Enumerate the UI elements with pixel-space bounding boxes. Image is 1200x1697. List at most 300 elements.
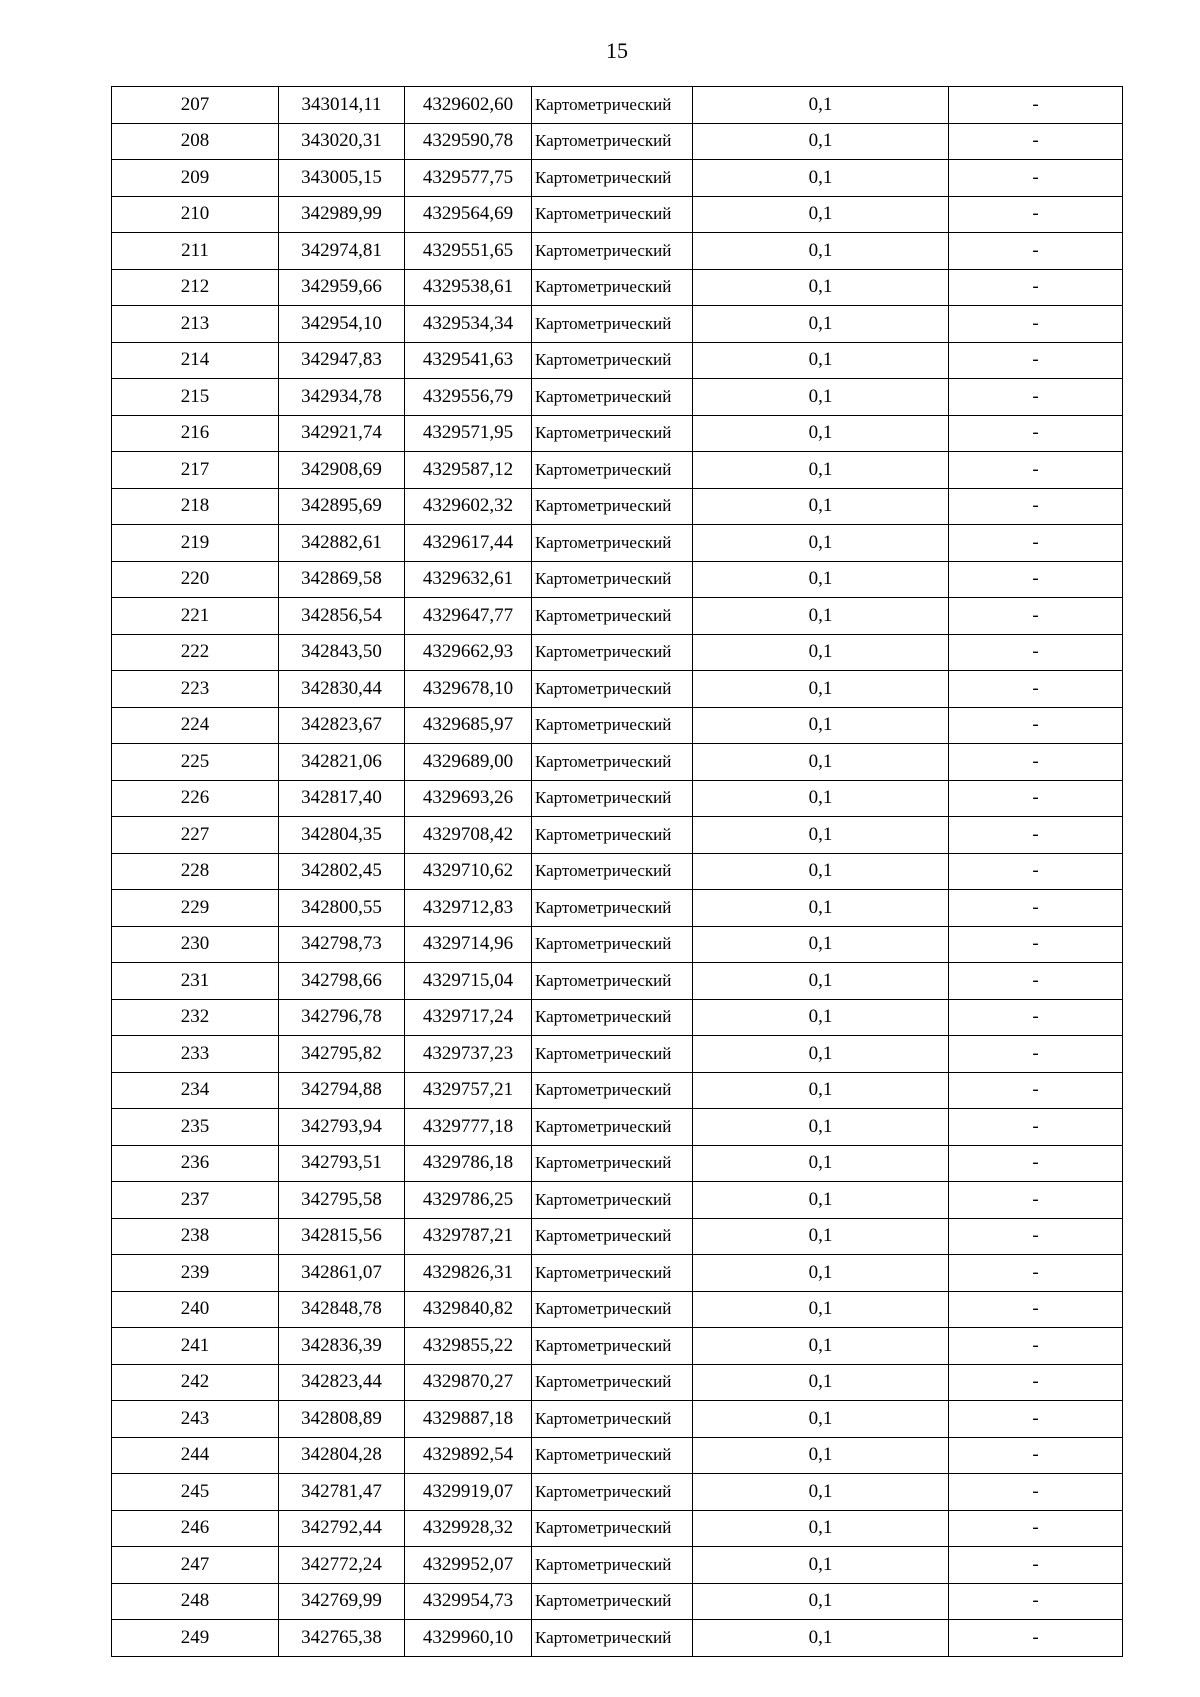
- point-number-cell: 215: [112, 379, 279, 416]
- method-cell: Картометрический: [532, 853, 693, 890]
- note-cell: -: [949, 671, 1123, 708]
- table-row: [112, 1255, 1123, 1292]
- method-cell: Картометрический: [532, 1036, 693, 1073]
- point-number-cell: 244: [112, 1437, 279, 1474]
- method-cell: Картометрический: [532, 598, 693, 635]
- point-number-cell: 236: [112, 1145, 279, 1182]
- point-number-cell: 219: [112, 525, 279, 562]
- table-row: [112, 1547, 1123, 1584]
- x-coordinate-cell: 342823,44: [279, 1364, 405, 1401]
- table-row: [112, 598, 1123, 635]
- accuracy-cell: 0,1: [693, 379, 949, 416]
- x-coordinate-cell: 342765,38: [279, 1620, 405, 1657]
- x-coordinate-cell: 342823,67: [279, 707, 405, 744]
- x-coordinate-cell: 343020,31: [279, 123, 405, 160]
- y-coordinate-cell: 4329678,10: [405, 671, 532, 708]
- x-coordinate-cell: 342795,58: [279, 1182, 405, 1219]
- accuracy-cell: 0,1: [693, 1510, 949, 1547]
- accuracy-cell: 0,1: [693, 890, 949, 927]
- note-cell: -: [949, 1547, 1123, 1584]
- point-number-cell: 223: [112, 671, 279, 708]
- note-cell: -: [949, 452, 1123, 489]
- x-coordinate-cell: 342934,78: [279, 379, 405, 416]
- note-cell: -: [949, 123, 1123, 160]
- accuracy-cell: 0,1: [693, 1328, 949, 1365]
- point-number-cell: 241: [112, 1328, 279, 1365]
- note-cell: -: [949, 1109, 1123, 1146]
- x-coordinate-cell: 342821,06: [279, 744, 405, 781]
- method-cell: Картометрический: [532, 1401, 693, 1438]
- y-coordinate-cell: 4329787,21: [405, 1218, 532, 1255]
- note-cell: -: [949, 1145, 1123, 1182]
- x-coordinate-cell: 342815,56: [279, 1218, 405, 1255]
- accuracy-cell: 0,1: [693, 780, 949, 817]
- method-cell: Картометрический: [532, 561, 693, 598]
- y-coordinate-cell: 4329689,00: [405, 744, 532, 781]
- x-coordinate-cell: 342772,24: [279, 1547, 405, 1584]
- method-cell: Картометрический: [532, 634, 693, 671]
- x-coordinate-cell: 342989,99: [279, 196, 405, 233]
- accuracy-cell: 0,1: [693, 598, 949, 635]
- accuracy-cell: 0,1: [693, 926, 949, 963]
- note-cell: -: [949, 1583, 1123, 1620]
- table-row: [112, 342, 1123, 379]
- method-cell: Картометрический: [532, 1218, 693, 1255]
- accuracy-cell: 0,1: [693, 634, 949, 671]
- note-cell: -: [949, 306, 1123, 343]
- table-row: [112, 123, 1123, 160]
- x-coordinate-cell: 342793,94: [279, 1109, 405, 1146]
- method-cell: Картометрический: [532, 1109, 693, 1146]
- method-cell: Картометрический: [532, 488, 693, 525]
- method-cell: Картометрический: [532, 1620, 693, 1657]
- method-cell: Картометрический: [532, 1255, 693, 1292]
- y-coordinate-cell: 4329541,63: [405, 342, 532, 379]
- accuracy-cell: 0,1: [693, 233, 949, 270]
- y-coordinate-cell: 4329717,24: [405, 999, 532, 1036]
- table-row: [112, 1072, 1123, 1109]
- y-coordinate-cell: 4329534,34: [405, 306, 532, 343]
- point-number-cell: 212: [112, 269, 279, 306]
- accuracy-cell: 0,1: [693, 196, 949, 233]
- y-coordinate-cell: 4329551,65: [405, 233, 532, 270]
- accuracy-cell: 0,1: [693, 1437, 949, 1474]
- x-coordinate-cell: 342895,69: [279, 488, 405, 525]
- table-row: [112, 1510, 1123, 1547]
- point-number-cell: 213: [112, 306, 279, 343]
- x-coordinate-cell: 342954,10: [279, 306, 405, 343]
- accuracy-cell: 0,1: [693, 1036, 949, 1073]
- x-coordinate-cell: 342794,88: [279, 1072, 405, 1109]
- accuracy-cell: 0,1: [693, 1401, 949, 1438]
- point-number-cell: 237: [112, 1182, 279, 1219]
- y-coordinate-cell: 4329556,79: [405, 379, 532, 416]
- point-number-cell: 222: [112, 634, 279, 671]
- y-coordinate-cell: 4329855,22: [405, 1328, 532, 1365]
- table-row: [112, 634, 1123, 671]
- accuracy-cell: 0,1: [693, 488, 949, 525]
- y-coordinate-cell: 4329602,32: [405, 488, 532, 525]
- table-row: [112, 269, 1123, 306]
- y-coordinate-cell: 4329840,82: [405, 1291, 532, 1328]
- accuracy-cell: 0,1: [693, 1109, 949, 1146]
- point-number-cell: 214: [112, 342, 279, 379]
- note-cell: -: [949, 1291, 1123, 1328]
- y-coordinate-cell: 4329571,95: [405, 415, 532, 452]
- x-coordinate-cell: 342921,74: [279, 415, 405, 452]
- y-coordinate-cell: 4329647,77: [405, 598, 532, 635]
- table-row: [112, 999, 1123, 1036]
- point-number-cell: 221: [112, 598, 279, 635]
- note-cell: -: [949, 1182, 1123, 1219]
- method-cell: Картометрический: [532, 817, 693, 854]
- table-row: [112, 379, 1123, 416]
- table-row: [112, 1182, 1123, 1219]
- x-coordinate-cell: 342843,50: [279, 634, 405, 671]
- accuracy-cell: 0,1: [693, 415, 949, 452]
- accuracy-cell: 0,1: [693, 1072, 949, 1109]
- method-cell: Картометрический: [532, 525, 693, 562]
- method-cell: Картометрический: [532, 1547, 693, 1584]
- note-cell: -: [949, 853, 1123, 890]
- method-cell: Картометрический: [532, 1182, 693, 1219]
- y-coordinate-cell: 4329757,21: [405, 1072, 532, 1109]
- method-cell: Картометрический: [532, 1437, 693, 1474]
- note-cell: -: [949, 1072, 1123, 1109]
- note-cell: -: [949, 780, 1123, 817]
- method-cell: Картометрический: [532, 342, 693, 379]
- table-row: [112, 525, 1123, 562]
- y-coordinate-cell: 4329786,18: [405, 1145, 532, 1182]
- note-cell: -: [949, 1620, 1123, 1657]
- point-number-cell: 243: [112, 1401, 279, 1438]
- table-row: [112, 1218, 1123, 1255]
- method-cell: Картометрический: [532, 415, 693, 452]
- method-cell: Картометрический: [532, 1328, 693, 1365]
- method-cell: Картометрический: [532, 926, 693, 963]
- point-number-cell: 245: [112, 1474, 279, 1511]
- y-coordinate-cell: 4329712,83: [405, 890, 532, 927]
- x-coordinate-cell: 342796,78: [279, 999, 405, 1036]
- method-cell: Картометрический: [532, 452, 693, 489]
- note-cell: -: [949, 525, 1123, 562]
- note-cell: -: [949, 890, 1123, 927]
- table-row: [112, 890, 1123, 927]
- y-coordinate-cell: 4329538,61: [405, 269, 532, 306]
- table-row: [112, 196, 1123, 233]
- point-number-cell: 238: [112, 1218, 279, 1255]
- point-number-cell: 235: [112, 1109, 279, 1146]
- table-row: [112, 1036, 1123, 1073]
- note-cell: -: [949, 160, 1123, 197]
- note-cell: -: [949, 87, 1123, 124]
- method-cell: Картометрический: [532, 963, 693, 1000]
- accuracy-cell: 0,1: [693, 853, 949, 890]
- x-coordinate-cell: 343014,11: [279, 87, 405, 124]
- point-number-cell: 224: [112, 707, 279, 744]
- method-cell: Картометрический: [532, 1510, 693, 1547]
- y-coordinate-cell: 4329632,61: [405, 561, 532, 598]
- y-coordinate-cell: 4329587,12: [405, 452, 532, 489]
- method-cell: Картометрический: [532, 196, 693, 233]
- point-number-cell: 239: [112, 1255, 279, 1292]
- note-cell: -: [949, 598, 1123, 635]
- accuracy-cell: 0,1: [693, 1474, 949, 1511]
- table-row: [112, 780, 1123, 817]
- note-cell: -: [949, 1510, 1123, 1547]
- y-coordinate-cell: 4329928,32: [405, 1510, 532, 1547]
- method-cell: Картометрический: [532, 1291, 693, 1328]
- y-coordinate-cell: 4329715,04: [405, 963, 532, 1000]
- method-cell: Картометрический: [532, 1145, 693, 1182]
- point-number-cell: 249: [112, 1620, 279, 1657]
- accuracy-cell: 0,1: [693, 525, 949, 562]
- y-coordinate-cell: 4329590,78: [405, 123, 532, 160]
- accuracy-cell: 0,1: [693, 1182, 949, 1219]
- method-cell: Картометрический: [532, 707, 693, 744]
- y-coordinate-cell: 4329954,73: [405, 1583, 532, 1620]
- method-cell: Картометрический: [532, 269, 693, 306]
- note-cell: -: [949, 999, 1123, 1036]
- coordinates-table: [111, 86, 1123, 1657]
- y-coordinate-cell: 4329710,62: [405, 853, 532, 890]
- table-row: [112, 233, 1123, 270]
- x-coordinate-cell: 342974,81: [279, 233, 405, 270]
- point-number-cell: 230: [112, 926, 279, 963]
- point-number-cell: 246: [112, 1510, 279, 1547]
- note-cell: -: [949, 415, 1123, 452]
- y-coordinate-cell: 4329708,42: [405, 817, 532, 854]
- x-coordinate-cell: 342959,66: [279, 269, 405, 306]
- point-number-cell: 218: [112, 488, 279, 525]
- y-coordinate-cell: 4329826,31: [405, 1255, 532, 1292]
- point-number-cell: 234: [112, 1072, 279, 1109]
- note-cell: -: [949, 707, 1123, 744]
- accuracy-cell: 0,1: [693, 160, 949, 197]
- method-cell: Картометрический: [532, 233, 693, 270]
- table-row: [112, 926, 1123, 963]
- point-number-cell: 226: [112, 780, 279, 817]
- y-coordinate-cell: 4329662,93: [405, 634, 532, 671]
- y-coordinate-cell: 4329786,25: [405, 1182, 532, 1219]
- point-number-cell: 220: [112, 561, 279, 598]
- note-cell: -: [949, 817, 1123, 854]
- accuracy-cell: 0,1: [693, 1255, 949, 1292]
- method-cell: Картометрический: [532, 1072, 693, 1109]
- x-coordinate-cell: 342817,40: [279, 780, 405, 817]
- y-coordinate-cell: 4329564,69: [405, 196, 532, 233]
- table-row: [112, 160, 1123, 197]
- x-coordinate-cell: 342804,35: [279, 817, 405, 854]
- method-cell: Картометрический: [532, 890, 693, 927]
- point-number-cell: 232: [112, 999, 279, 1036]
- accuracy-cell: 0,1: [693, 269, 949, 306]
- table-row: [112, 415, 1123, 452]
- y-coordinate-cell: 4329892,54: [405, 1437, 532, 1474]
- accuracy-cell: 0,1: [693, 707, 949, 744]
- y-coordinate-cell: 4329577,75: [405, 160, 532, 197]
- note-cell: -: [949, 1255, 1123, 1292]
- note-cell: -: [949, 488, 1123, 525]
- table-row: [112, 1620, 1123, 1657]
- note-cell: -: [949, 196, 1123, 233]
- note-cell: -: [949, 926, 1123, 963]
- x-coordinate-cell: 342792,44: [279, 1510, 405, 1547]
- y-coordinate-cell: 4329617,44: [405, 525, 532, 562]
- accuracy-cell: 0,1: [693, 817, 949, 854]
- table-row: [112, 561, 1123, 598]
- y-coordinate-cell: 4329693,26: [405, 780, 532, 817]
- accuracy-cell: 0,1: [693, 1364, 949, 1401]
- table-row: [112, 306, 1123, 343]
- accuracy-cell: 0,1: [693, 1620, 949, 1657]
- point-number-cell: 225: [112, 744, 279, 781]
- y-coordinate-cell: 4329870,27: [405, 1364, 532, 1401]
- x-coordinate-cell: 342798,73: [279, 926, 405, 963]
- table-row: [112, 671, 1123, 708]
- point-number-cell: 248: [112, 1583, 279, 1620]
- point-number-cell: 231: [112, 963, 279, 1000]
- x-coordinate-cell: 342802,45: [279, 853, 405, 890]
- y-coordinate-cell: 4329952,07: [405, 1547, 532, 1584]
- method-cell: Картометрический: [532, 1583, 693, 1620]
- x-coordinate-cell: 342800,55: [279, 890, 405, 927]
- point-number-cell: 208: [112, 123, 279, 160]
- x-coordinate-cell: 342795,82: [279, 1036, 405, 1073]
- accuracy-cell: 0,1: [693, 963, 949, 1000]
- note-cell: -: [949, 963, 1123, 1000]
- table-row: [112, 817, 1123, 854]
- accuracy-cell: 0,1: [693, 87, 949, 124]
- x-coordinate-cell: 342908,69: [279, 452, 405, 489]
- note-cell: -: [949, 634, 1123, 671]
- note-cell: -: [949, 1437, 1123, 1474]
- page-number: 15: [606, 38, 628, 63]
- accuracy-cell: 0,1: [693, 1145, 949, 1182]
- x-coordinate-cell: 342869,58: [279, 561, 405, 598]
- note-cell: -: [949, 1036, 1123, 1073]
- x-coordinate-cell: 342804,28: [279, 1437, 405, 1474]
- y-coordinate-cell: 4329737,23: [405, 1036, 532, 1073]
- method-cell: Картометрический: [532, 1474, 693, 1511]
- x-coordinate-cell: 342793,51: [279, 1145, 405, 1182]
- point-number-cell: 229: [112, 890, 279, 927]
- point-number-cell: 217: [112, 452, 279, 489]
- table-row: [112, 1437, 1123, 1474]
- table-row: [112, 87, 1123, 124]
- method-cell: Картометрический: [532, 87, 693, 124]
- accuracy-cell: 0,1: [693, 1218, 949, 1255]
- table-row: [112, 452, 1123, 489]
- table-row: [112, 707, 1123, 744]
- table-row: [112, 744, 1123, 781]
- accuracy-cell: 0,1: [693, 452, 949, 489]
- point-number-cell: 228: [112, 853, 279, 890]
- x-coordinate-cell: 342947,83: [279, 342, 405, 379]
- accuracy-cell: 0,1: [693, 306, 949, 343]
- accuracy-cell: 0,1: [693, 123, 949, 160]
- note-cell: -: [949, 1328, 1123, 1365]
- y-coordinate-cell: 4329714,96: [405, 926, 532, 963]
- method-cell: Картометрический: [532, 999, 693, 1036]
- x-coordinate-cell: 342861,07: [279, 1255, 405, 1292]
- note-cell: -: [949, 233, 1123, 270]
- note-cell: -: [949, 269, 1123, 306]
- table-row: [112, 1291, 1123, 1328]
- table-row: [112, 1328, 1123, 1365]
- point-number-cell: 240: [112, 1291, 279, 1328]
- method-cell: Картометрический: [532, 671, 693, 708]
- x-coordinate-cell: 343005,15: [279, 160, 405, 197]
- x-coordinate-cell: 342848,78: [279, 1291, 405, 1328]
- note-cell: -: [949, 1364, 1123, 1401]
- note-cell: -: [949, 1401, 1123, 1438]
- x-coordinate-cell: 342781,47: [279, 1474, 405, 1511]
- point-number-cell: 242: [112, 1364, 279, 1401]
- x-coordinate-cell: 342856,54: [279, 598, 405, 635]
- table-row: [112, 963, 1123, 1000]
- y-coordinate-cell: 4329919,07: [405, 1474, 532, 1511]
- y-coordinate-cell: 4329685,97: [405, 707, 532, 744]
- accuracy-cell: 0,1: [693, 1583, 949, 1620]
- x-coordinate-cell: 342830,44: [279, 671, 405, 708]
- table-row: [112, 1364, 1123, 1401]
- x-coordinate-cell: 342882,61: [279, 525, 405, 562]
- accuracy-cell: 0,1: [693, 744, 949, 781]
- accuracy-cell: 0,1: [693, 561, 949, 598]
- x-coordinate-cell: 342798,66: [279, 963, 405, 1000]
- point-number-cell: 216: [112, 415, 279, 452]
- x-coordinate-cell: 342836,39: [279, 1328, 405, 1365]
- method-cell: Картометрический: [532, 1364, 693, 1401]
- accuracy-cell: 0,1: [693, 342, 949, 379]
- x-coordinate-cell: 342808,89: [279, 1401, 405, 1438]
- note-cell: -: [949, 379, 1123, 416]
- table-row: [112, 1401, 1123, 1438]
- x-coordinate-cell: 342769,99: [279, 1583, 405, 1620]
- table-row: [112, 1109, 1123, 1146]
- table-row: [112, 1583, 1123, 1620]
- accuracy-cell: 0,1: [693, 1291, 949, 1328]
- point-number-cell: 210: [112, 196, 279, 233]
- method-cell: Картометрический: [532, 780, 693, 817]
- y-coordinate-cell: 4329602,60: [405, 87, 532, 124]
- method-cell: Картометрический: [532, 123, 693, 160]
- method-cell: Картометрический: [532, 379, 693, 416]
- accuracy-cell: 0,1: [693, 671, 949, 708]
- table-row: [112, 1474, 1123, 1511]
- accuracy-cell: 0,1: [693, 999, 949, 1036]
- method-cell: Картометрический: [532, 306, 693, 343]
- point-number-cell: 209: [112, 160, 279, 197]
- y-coordinate-cell: 4329887,18: [405, 1401, 532, 1438]
- table-row: [112, 488, 1123, 525]
- coordinates-table-body: [112, 87, 1123, 1657]
- note-cell: -: [949, 1474, 1123, 1511]
- y-coordinate-cell: 4329960,10: [405, 1620, 532, 1657]
- point-number-cell: 247: [112, 1547, 279, 1584]
- note-cell: -: [949, 1218, 1123, 1255]
- method-cell: Картометрический: [532, 160, 693, 197]
- note-cell: -: [949, 744, 1123, 781]
- method-cell: Картометрический: [532, 744, 693, 781]
- table-row: [112, 1145, 1123, 1182]
- note-cell: -: [949, 561, 1123, 598]
- point-number-cell: 211: [112, 233, 279, 270]
- point-number-cell: 227: [112, 817, 279, 854]
- accuracy-cell: 0,1: [693, 1547, 949, 1584]
- table-row: [112, 853, 1123, 890]
